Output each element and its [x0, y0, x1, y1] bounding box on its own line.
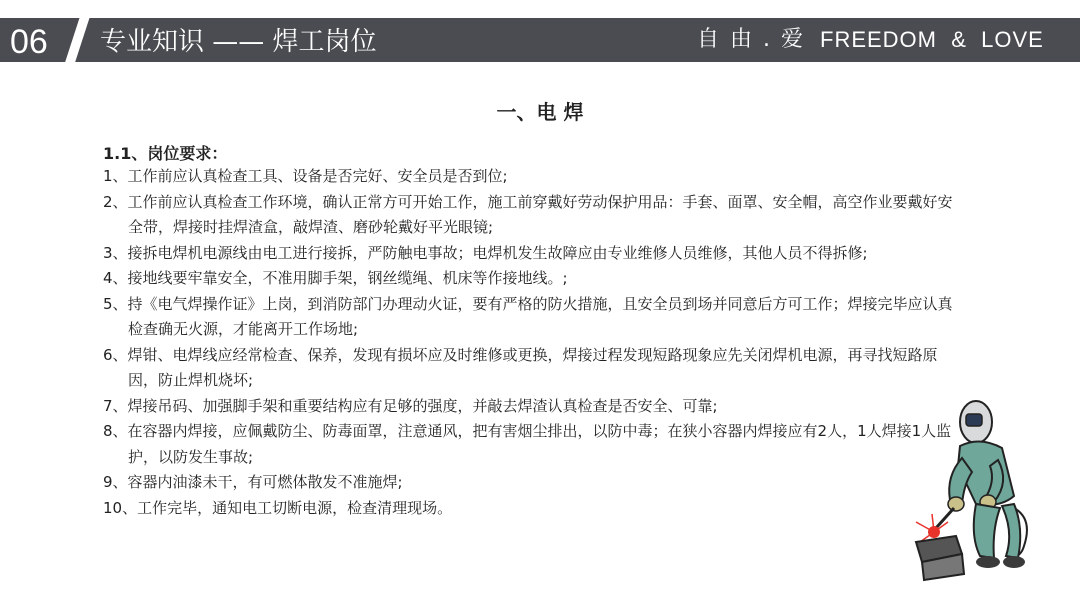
motto-chinese: 自 由 . 爱	[697, 27, 805, 52]
list-item: 6、焊钳、电焊线应经常检查、保养，发现有损坏应及时维修或更换，焊接过程发现短路现象应先关闭焊机电源，再寻找短路原因，防止焊机烧坏;	[103, 345, 938, 389]
list-item: 9、容器内油漆未干，有可燃体散发不准施焊;	[103, 473, 403, 491]
welder-illustration	[910, 396, 1036, 582]
list-item: 7、焊接吊码、加强脚手架和重要结构应有足够的强度，并敲去焊渣认真检查是否安全、可靠;	[103, 396, 718, 415]
section-number: 06	[0, 18, 80, 62]
header-bar	[0, 18, 1080, 62]
motto-english: FREEDOM & LOVE	[820, 27, 1044, 52]
subsection-title: 1.1、岗位要求：	[103, 144, 228, 163]
page-title: 一、电 焊	[496, 100, 584, 124]
list-item: 3、接拆电焊机电源线由电工进行接拆，严防触电事故；电焊机发生故障应由专业维修人员维修，其他人员不得拆修;	[103, 243, 868, 262]
requirements-list	[103, 164, 963, 521]
list-item: 5、持《电气焊操作证》上岗，到消防部门办理动火证，要有严格的防火措施，且安全员到场并同意后方可工作；焊接完毕应认真检查确无火源，才能离开工作场地;	[103, 294, 953, 338]
list-item: 2、工作前应认真检查工作环境，确认正常方可开始工作，施工前穿戴好劳动保护用品：手套、面罩、安全帽，高空作业要戴好安全带，焊接时挂焊渣盒，敲焊渣、磨砂轮戴好平光眼镜;	[103, 192, 953, 236]
list-item: 1、工作前应认真检查工具、设备是否完好、安全员是否到位;	[103, 167, 508, 185]
section-title: 专业知识 —— 焊工岗位	[100, 27, 377, 57]
list-item: 4、接地线要牢靠安全，不准用脚手架，钢丝缆绳、机床等作接地线。;	[103, 269, 568, 287]
list-item: 10、工作完毕，通知电工切断电源，检查清理现场。	[103, 498, 453, 517]
list-item: 8、在容器内焊接，应佩戴防尘、防毒面罩，注意通风，把有害烟尘排出，以防中毒；在狭小容器内焊接应有2人，1人焊接1人监护，以防发生事故;	[103, 422, 952, 466]
